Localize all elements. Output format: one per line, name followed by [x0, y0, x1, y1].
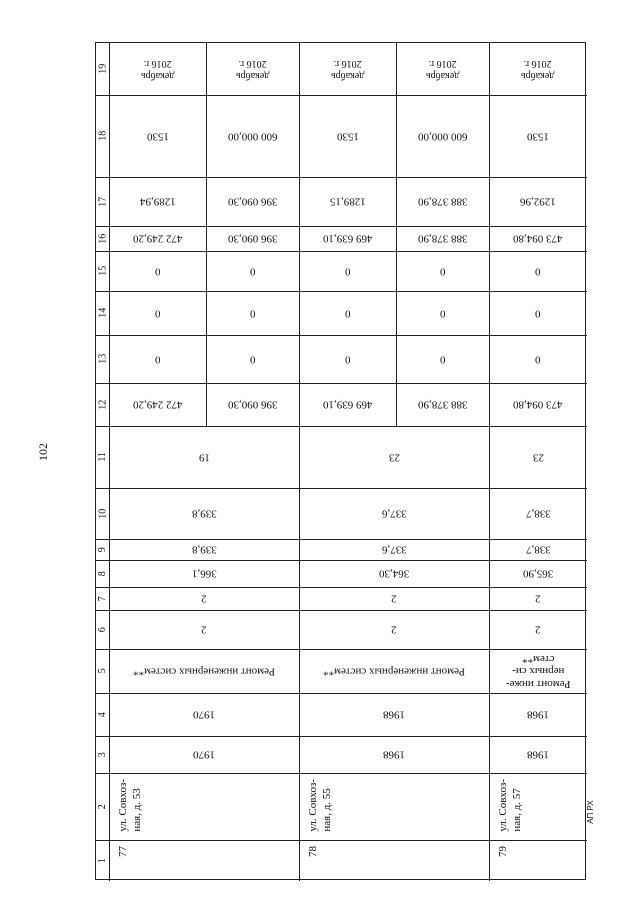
- cell-text: 1970: [193, 748, 215, 761]
- cell-text: 473 094,80: [513, 232, 563, 245]
- cell-text: 0: [535, 353, 541, 366]
- cell-fund_subject: [109, 291, 206, 335]
- cell-text: 469 639,10: [322, 232, 373, 245]
- cell-year_commissioned: [489, 736, 587, 773]
- cell-limit_cost: [109, 95, 206, 177]
- cell-text: 2: [391, 623, 397, 636]
- cell-text: 337,6: [381, 543, 407, 556]
- cell-area_residential: [299, 488, 489, 539]
- cell-text: 2: [96, 804, 108, 809]
- cell-year_reconstructed: [109, 693, 299, 736]
- cell-text: 23: [532, 451, 544, 464]
- cell-fund_subject: [206, 291, 299, 335]
- cell-text: 0: [249, 353, 256, 366]
- cell-total_area: [299, 560, 489, 587]
- column-number-2: [96, 773, 109, 840]
- cell-text: 10: [96, 508, 108, 519]
- cell-area_residential: [109, 488, 299, 539]
- cell-text: 1289,94: [139, 195, 176, 208]
- cell-text: 388 378,90: [417, 232, 468, 245]
- cell-entrances: [109, 587, 299, 610]
- column-number-18: [96, 95, 109, 177]
- cell-text: 366,1: [191, 567, 217, 580]
- column-number-15: [96, 251, 109, 291]
- cell-work_type: [109, 649, 299, 693]
- cell-floors: [109, 610, 299, 649]
- cell-text: 0: [439, 265, 446, 278]
- cell-text: 2: [535, 623, 541, 636]
- cell-text: 338,7: [525, 507, 551, 520]
- cell-unit_cost: [489, 177, 587, 226]
- cell-text: 1968: [527, 748, 549, 761]
- cell-text: 0: [344, 307, 351, 320]
- cell-text: 365,90: [522, 567, 554, 580]
- cell-text: 1292,96: [520, 195, 556, 208]
- cell-text: 4: [96, 712, 108, 717]
- cell-text: 19: [96, 64, 108, 74]
- cell-year_reconstructed: [299, 693, 489, 736]
- column-number-10: [96, 488, 109, 539]
- cell-fund_subject: [396, 291, 489, 335]
- cell-text: декабрь 2016 г.: [521, 58, 555, 81]
- cell-text: 396 090,30: [227, 195, 278, 208]
- cell-area_residential: [489, 488, 587, 539]
- column-number-8: [96, 560, 109, 587]
- cell-text: 2: [535, 592, 541, 605]
- cell-fund_subject: [299, 291, 396, 335]
- cell-entrances: [489, 587, 587, 610]
- cell-text: 0: [439, 353, 446, 366]
- cell-text: 77: [117, 846, 129, 857]
- cell-text: 2: [201, 623, 207, 636]
- cell-text: 13: [96, 354, 108, 364]
- cell-fund_fsr: [299, 335, 396, 383]
- cell-text: декабрь 2016 г.: [140, 58, 175, 81]
- cell-text: 14: [96, 308, 108, 318]
- cell-text: 5: [96, 668, 108, 674]
- cell-text: 600 000,00: [417, 130, 468, 143]
- cell-text: 12: [96, 399, 108, 410]
- cell-row-number: [109, 840, 307, 887]
- cell-text: 472 249,20: [132, 398, 183, 411]
- cell-text: 0: [344, 265, 351, 278]
- cell-total_area: [109, 560, 299, 587]
- cell-text: 79: [497, 846, 509, 857]
- column-number-17: [96, 177, 109, 226]
- column-number-6: [96, 610, 109, 649]
- cell-text: 0: [439, 307, 446, 320]
- cell-text: 0: [249, 307, 256, 320]
- cell-fund_owners: [109, 226, 206, 251]
- cell-text: 78: [307, 846, 319, 857]
- cell-text: Ремонт инженерных систем**: [133, 665, 275, 678]
- cell-text: декабрь 2016 г.: [330, 58, 365, 81]
- cell-text: 600 000,00: [227, 130, 278, 143]
- cell-text: 339,8: [191, 507, 217, 520]
- cell-fund_subject: [489, 291, 587, 335]
- cell-fund_local: [206, 251, 299, 291]
- column-number-9: [96, 539, 109, 560]
- cell-text: 17: [96, 196, 108, 207]
- cell-deadline: [299, 43, 396, 95]
- cell-text: 23: [388, 451, 400, 464]
- cell-limit_cost: [489, 95, 587, 177]
- cell-text: Ремонт инже- нерных си- стем**: [505, 652, 571, 690]
- cell-text: 388 378,90: [417, 398, 468, 411]
- cell-year_commissioned: [109, 736, 299, 773]
- cell-fund_owners: [206, 226, 299, 251]
- cell-year_reconstructed: [489, 693, 587, 736]
- cell-residents: [489, 426, 587, 488]
- cell-text: 337,6: [381, 507, 407, 520]
- cell-text: 2: [391, 592, 397, 605]
- cell-limit_cost: [396, 95, 489, 177]
- cell-text: ул. Совхоз- ная, д. 55: [307, 779, 333, 832]
- cell-cost_total: [489, 383, 587, 426]
- cell-text: 1968: [383, 748, 405, 761]
- cell-text: 388 378,90: [417, 195, 468, 208]
- cell-limit_cost: [206, 95, 299, 177]
- cell-fund_fsr: [489, 335, 587, 383]
- column-number-13: [96, 335, 109, 383]
- cell-cost_total: [109, 383, 206, 426]
- cell-cost_total: [299, 383, 396, 426]
- cell-text: 0: [535, 265, 541, 278]
- capital-repair-table: [95, 42, 586, 880]
- cell-text: 0: [154, 307, 161, 320]
- cell-text: 6: [96, 627, 108, 632]
- cell-address: [299, 773, 497, 846]
- cell-area_premises: [489, 539, 587, 560]
- cell-cost_total: [206, 383, 299, 426]
- cell-cost_total: [396, 383, 489, 426]
- cell-text: 19: [198, 451, 210, 464]
- cell-text: декабрь 2016 г.: [235, 58, 270, 81]
- column-number-7: [96, 587, 109, 610]
- cell-residents: [299, 426, 489, 488]
- cell-text: 338,7: [525, 543, 551, 556]
- cell-fund_fsr: [109, 335, 206, 383]
- cell-entrances: [299, 587, 489, 610]
- cell-address: [489, 773, 595, 846]
- cell-text: 8: [96, 571, 108, 576]
- cell-unit_cost: [396, 177, 489, 226]
- cell-row-number: [489, 840, 595, 887]
- cell-limit_cost: [299, 95, 396, 177]
- cell-text: 472 249,20: [132, 232, 183, 245]
- cell-text: 1968: [527, 708, 549, 721]
- cell-text: 469 639,10: [322, 398, 373, 411]
- cell-fund_local: [396, 251, 489, 291]
- cell-text: 1530: [336, 130, 359, 143]
- cell-text: 0: [344, 353, 351, 366]
- cell-text: 3: [96, 752, 108, 757]
- cell-floors: [299, 610, 489, 649]
- column-number-5: [96, 649, 109, 693]
- cell-deadline: [109, 43, 206, 95]
- cell-text: декабрь 2016 г.: [425, 58, 460, 81]
- cell-area_premises: [299, 539, 489, 560]
- cell-text: 364,30: [378, 567, 410, 580]
- cell-residents: [109, 426, 299, 488]
- cell-text: 0: [249, 265, 256, 278]
- column-number-4: [96, 693, 109, 736]
- cell-unit_cost: [206, 177, 299, 226]
- cell-text: 16: [96, 233, 108, 244]
- cell-fund_local: [109, 251, 206, 291]
- cell-fund_local: [299, 251, 396, 291]
- cell-text: 396 090,30: [227, 398, 278, 411]
- cell-text: 339,8: [191, 543, 217, 556]
- column-number-1: [96, 840, 109, 881]
- cell-text: 396 090,30: [227, 232, 278, 245]
- column-number-12: [96, 383, 109, 426]
- cell-text: 1970: [193, 708, 215, 721]
- cell-text: Ремонт инженерных систем**: [323, 665, 465, 678]
- cell-fund_local: [489, 251, 587, 291]
- cell-text: 1530: [527, 130, 549, 143]
- cell-year_commissioned: [299, 736, 489, 773]
- cell-text: 9: [96, 547, 108, 552]
- cell-text: 0: [535, 307, 541, 320]
- column-number-16: [96, 226, 109, 251]
- cell-work_type: [489, 649, 587, 693]
- cell-work_type: [299, 649, 489, 693]
- cell-text: 1530: [146, 130, 169, 143]
- page-number: 102: [36, 443, 50, 461]
- cell-fund_fsr: [206, 335, 299, 383]
- cell-area_premises: [109, 539, 299, 560]
- cell-text: 1289,15: [329, 195, 366, 208]
- cell-fund_fsr: [396, 335, 489, 383]
- cell-unit_cost: [299, 177, 396, 226]
- column-number-14: [96, 291, 109, 335]
- cell-floors: [489, 610, 587, 649]
- column-number-11: [96, 426, 109, 488]
- cell-total_area: [489, 560, 587, 587]
- cell-text: 1: [96, 858, 108, 863]
- cell-deadline: [206, 43, 299, 95]
- cell-text: 2: [201, 592, 207, 605]
- cell-text: 18: [96, 131, 108, 141]
- cell-row-number: [299, 840, 497, 887]
- cell-text: 0: [154, 353, 161, 366]
- cell-fund_owners: [396, 226, 489, 251]
- cell-deadline: [489, 43, 587, 95]
- cell-address: [109, 773, 307, 846]
- column-number-19: [96, 43, 109, 95]
- cell-fund_owners: [489, 226, 587, 251]
- cell-text: 1968: [383, 708, 405, 721]
- cell-fund_owners: [299, 226, 396, 251]
- cell-text: 0: [154, 265, 161, 278]
- cell-text: ул. Совхоз- ная, д. 57: [497, 779, 523, 832]
- archive-stamp: АП РХ: [586, 800, 595, 824]
- cell-text: 7: [96, 596, 108, 601]
- cell-text: ул. Совхоз- ная, д. 53: [117, 779, 143, 832]
- cell-text: 11: [96, 452, 108, 462]
- cell-deadline: [396, 43, 489, 95]
- cell-text: 15: [96, 266, 108, 276]
- cell-unit_cost: [109, 177, 206, 226]
- cell-text: 473 094,80: [513, 398, 563, 411]
- column-number-3: [96, 736, 109, 773]
